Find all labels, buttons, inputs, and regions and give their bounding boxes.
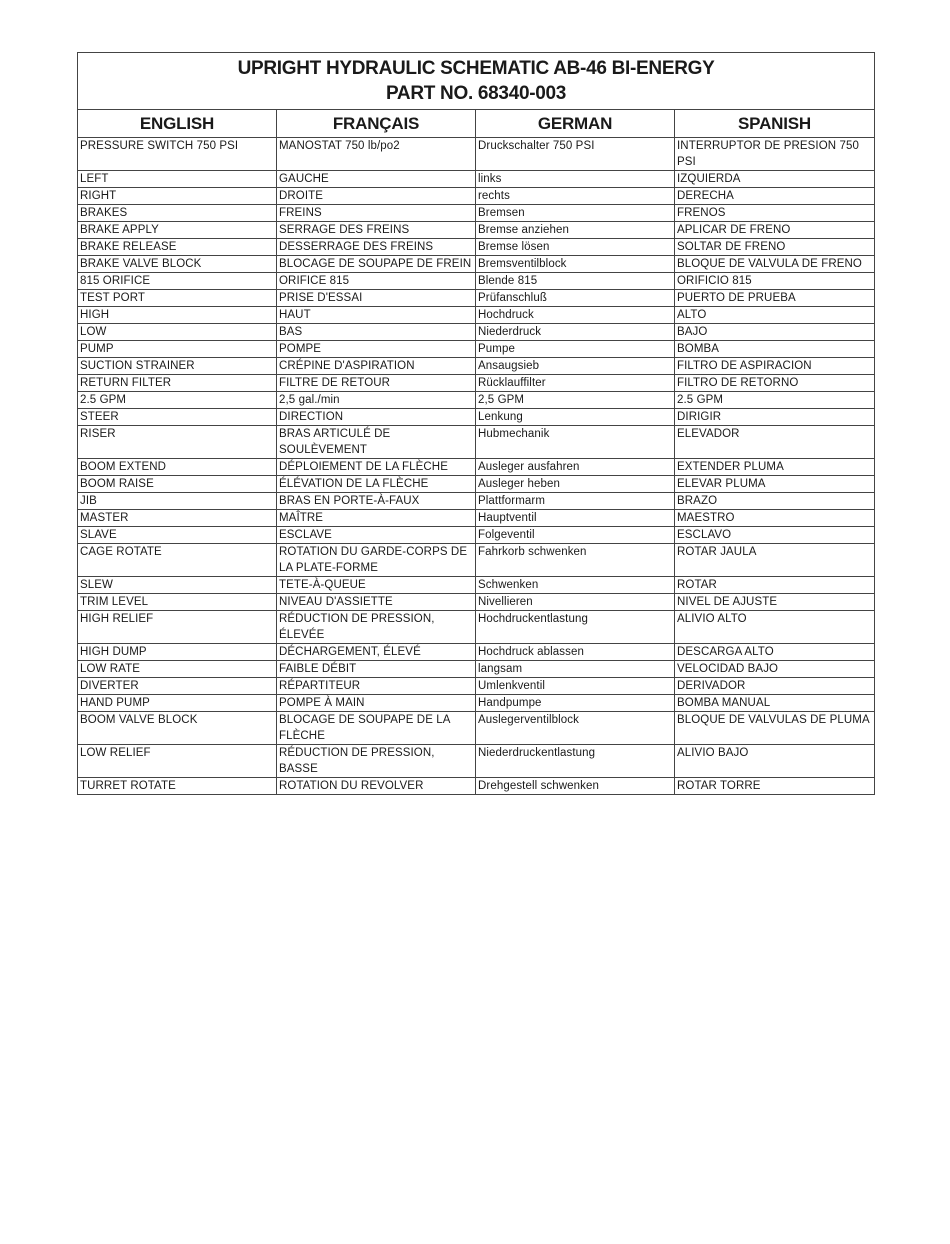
- cell-english: CAGE ROTATE: [78, 544, 277, 577]
- cell-english: SLEW: [78, 577, 277, 594]
- cell-english: BRAKE RELEASE: [78, 239, 277, 256]
- table-row: [78, 644, 875, 661]
- table-row: [78, 205, 875, 222]
- table-row: [78, 577, 875, 594]
- cell-english: PRESSURE SWITCH 750 PSI: [78, 138, 277, 171]
- column-header-spanish: SPANISH: [675, 110, 875, 138]
- cell-english: BRAKE APPLY: [78, 222, 277, 239]
- cell-francais: HAUT: [277, 307, 476, 324]
- cell-spanish: PUERTO DE PRUEBA: [675, 290, 875, 307]
- table-row: [78, 745, 875, 778]
- cell-francais: BLOCAGE DE SOUPAPE DE FREIN: [277, 256, 476, 273]
- cell-german: Umlenkventil: [476, 678, 675, 695]
- cell-spanish: 2.5 GPM: [675, 392, 875, 409]
- cell-francais: POMPE À MAIN: [277, 695, 476, 712]
- cell-english: HIGH: [78, 307, 277, 324]
- cell-spanish: BLOQUE DE VALVULA DE FRENO: [675, 256, 875, 273]
- cell-german: Hochdruck: [476, 307, 675, 324]
- table-row: [78, 324, 875, 341]
- table-row: [78, 256, 875, 273]
- cell-german: Handpumpe: [476, 695, 675, 712]
- cell-spanish: INTERRUPTOR DE PRESION 750 PSI: [675, 138, 875, 171]
- cell-spanish: DERECHA: [675, 188, 875, 205]
- cell-german: Rücklauffilter: [476, 375, 675, 392]
- table-row: [78, 138, 875, 171]
- cell-francais: GAUCHE: [277, 171, 476, 188]
- cell-german: Blende 815: [476, 273, 675, 290]
- cell-spanish: ORIFICIO 815: [675, 273, 875, 290]
- cell-francais: MANOSTAT 750 lb/po2: [277, 138, 476, 171]
- cell-english: TURRET ROTATE: [78, 778, 277, 795]
- table-row: [78, 426, 875, 459]
- cell-spanish: ALIVIO BAJO: [675, 745, 875, 778]
- cell-english: LOW RATE: [78, 661, 277, 678]
- cell-english: LEFT: [78, 171, 277, 188]
- cell-german: Drehgestell schwenken: [476, 778, 675, 795]
- cell-german: Lenkung: [476, 409, 675, 426]
- title-line-2: PART NO. 68340-003: [385, 83, 567, 104]
- cell-spanish: DESCARGA ALTO: [675, 644, 875, 661]
- translation-table: [77, 52, 875, 795]
- cell-english: BOOM VALVE BLOCK: [78, 712, 277, 745]
- cell-german: Prüfanschluß: [476, 290, 675, 307]
- cell-english: BOOM RAISE: [78, 476, 277, 493]
- cell-spanish: SOLTAR DE FRENO: [675, 239, 875, 256]
- cell-english: RISER: [78, 426, 277, 459]
- column-header-row: [78, 110, 875, 138]
- cell-german: links: [476, 171, 675, 188]
- cell-english: JIB: [78, 493, 277, 510]
- cell-german: langsam: [476, 661, 675, 678]
- cell-francais: POMPE: [277, 341, 476, 358]
- table-row: [78, 476, 875, 493]
- cell-francais: DIRECTION: [277, 409, 476, 426]
- cell-spanish: DERIVADOR: [675, 678, 875, 695]
- cell-german: Plattformarm: [476, 493, 675, 510]
- table-row: [78, 392, 875, 409]
- table-row: [78, 712, 875, 745]
- cell-francais: DÉPLOIEMENT DE LA FLÈCHE: [277, 459, 476, 476]
- cell-francais: FREINS: [277, 205, 476, 222]
- cell-german: Schwenken: [476, 577, 675, 594]
- table-row: [78, 358, 875, 375]
- cell-english: HAND PUMP: [78, 695, 277, 712]
- cell-spanish: ALIVIO ALTO: [675, 611, 875, 644]
- cell-english: TEST PORT: [78, 290, 277, 307]
- table-row: [78, 273, 875, 290]
- cell-english: RIGHT: [78, 188, 277, 205]
- cell-spanish: ROTAR TORRE: [675, 778, 875, 795]
- title-row: [78, 53, 875, 110]
- cell-francais: SERRAGE DES FREINS: [277, 222, 476, 239]
- cell-english: LOW RELIEF: [78, 745, 277, 778]
- cell-francais: RÉPARTITEUR: [277, 678, 476, 695]
- cell-german: Hochdruckentlastung: [476, 611, 675, 644]
- cell-english: 815 ORIFICE: [78, 273, 277, 290]
- cell-german: Hochdruck ablassen: [476, 644, 675, 661]
- cell-francais: CRÉPINE D'ASPIRATION: [277, 358, 476, 375]
- cell-english: 2.5 GPM: [78, 392, 277, 409]
- cell-german: Hubmechanik: [476, 426, 675, 459]
- cell-francais: DESSERRAGE DES FREINS: [277, 239, 476, 256]
- cell-english: STEER: [78, 409, 277, 426]
- cell-german: 2,5 GPM: [476, 392, 675, 409]
- table-row: [78, 778, 875, 795]
- cell-german: Bremsventilblock: [476, 256, 675, 273]
- cell-francais: BRAS ARTICULÉ DE SOULÈVEMENT: [277, 426, 476, 459]
- cell-english: BRAKES: [78, 205, 277, 222]
- cell-german: Bremsen: [476, 205, 675, 222]
- column-header-francais: FRANÇAIS: [277, 110, 476, 138]
- cell-german: rechts: [476, 188, 675, 205]
- cell-spanish: FILTRO DE ASPIRACION: [675, 358, 875, 375]
- cell-francais: MAÎTRE: [277, 510, 476, 527]
- column-header-english: ENGLISH: [78, 110, 277, 138]
- table-row: [78, 239, 875, 256]
- cell-spanish: APLICAR DE FRENO: [675, 222, 875, 239]
- cell-spanish: FRENOS: [675, 205, 875, 222]
- cell-francais: NIVEAU D'ASSIETTE: [277, 594, 476, 611]
- cell-spanish: MAESTRO: [675, 510, 875, 527]
- cell-german: Ansaugsieb: [476, 358, 675, 375]
- cell-francais: FAIBLE DÉBIT: [277, 661, 476, 678]
- column-header-german: GERMAN: [476, 110, 675, 138]
- cell-francais: BAS: [277, 324, 476, 341]
- cell-german: Bremse lösen: [476, 239, 675, 256]
- table-row: [78, 493, 875, 510]
- table-row: [78, 307, 875, 324]
- table-row: [78, 678, 875, 695]
- cell-english: PUMP: [78, 341, 277, 358]
- cell-francais: DROITE: [277, 188, 476, 205]
- cell-francais: ROTATION DU REVOLVER: [277, 778, 476, 795]
- cell-english: DIVERTER: [78, 678, 277, 695]
- table-row: [78, 661, 875, 678]
- table-row: [78, 171, 875, 188]
- table-row: [78, 188, 875, 205]
- cell-francais: ROTATION DU GARDE-CORPS DE LA PLATE-FORME: [277, 544, 476, 577]
- cell-francais: FILTRE DE RETOUR: [277, 375, 476, 392]
- cell-francais: ORIFICE 815: [277, 273, 476, 290]
- cell-english: SLAVE: [78, 527, 277, 544]
- table-row: [78, 527, 875, 544]
- cell-francais: ESCLAVE: [277, 527, 476, 544]
- cell-spanish: ESCLAVO: [675, 527, 875, 544]
- title-line-1: UPRIGHT HYDRAULIC SCHEMATIC AB-46 BI-ENERGY: [237, 58, 715, 79]
- cell-german: Hauptventil: [476, 510, 675, 527]
- document-title: [78, 53, 875, 110]
- cell-english: HIGH DUMP: [78, 644, 277, 661]
- table-row: [78, 594, 875, 611]
- table-row: [78, 611, 875, 644]
- cell-english: SUCTION STRAINER: [78, 358, 277, 375]
- table-row: [78, 290, 875, 307]
- cell-francais: PRISE D'ESSAI: [277, 290, 476, 307]
- cell-francais: DÉCHARGEMENT, ÉLEVÉ: [277, 644, 476, 661]
- cell-spanish: ALTO: [675, 307, 875, 324]
- cell-francais: BLOCAGE DE SOUPAPE DE LA FLÈCHE: [277, 712, 476, 745]
- table-row: [78, 695, 875, 712]
- cell-german: Niederdruckentlastung: [476, 745, 675, 778]
- cell-english: BOOM EXTEND: [78, 459, 277, 476]
- cell-english: BRAKE VALVE BLOCK: [78, 256, 277, 273]
- cell-spanish: ELEVADOR: [675, 426, 875, 459]
- cell-german: Bremse anziehen: [476, 222, 675, 239]
- cell-francais: RÉDUCTION DE PRESSION, ÉLEVÉE: [277, 611, 476, 644]
- cell-german: Ausleger ausfahren: [476, 459, 675, 476]
- cell-spanish: BLOQUE DE VALVULAS DE PLUMA: [675, 712, 875, 745]
- cell-spanish: DIRIGIR: [675, 409, 875, 426]
- cell-german: Auslegerventilblock: [476, 712, 675, 745]
- cell-francais: ÉLÉVATION DE LA FLÈCHE: [277, 476, 476, 493]
- cell-english: MASTER: [78, 510, 277, 527]
- cell-german: Druckschalter 750 PSI: [476, 138, 675, 171]
- cell-spanish: BAJO: [675, 324, 875, 341]
- cell-spanish: BOMBA MANUAL: [675, 695, 875, 712]
- cell-spanish: BOMBA: [675, 341, 875, 358]
- cell-spanish: ROTAR JAULA: [675, 544, 875, 577]
- cell-francais: 2,5 gal./min: [277, 392, 476, 409]
- cell-spanish: ELEVAR PLUMA: [675, 476, 875, 493]
- cell-spanish: NIVEL DE AJUSTE: [675, 594, 875, 611]
- table-row: [78, 409, 875, 426]
- cell-francais: TETE-À-QUEUE: [277, 577, 476, 594]
- cell-spanish: FILTRO DE RETORNO: [675, 375, 875, 392]
- table-body: [78, 138, 875, 795]
- cell-german: Fahrkorb schwenken: [476, 544, 675, 577]
- table-row: [78, 510, 875, 527]
- cell-spanish: BRAZO: [675, 493, 875, 510]
- table-row: [78, 544, 875, 577]
- cell-german: Folgeventil: [476, 527, 675, 544]
- cell-german: Niederdruck: [476, 324, 675, 341]
- cell-spanish: EXTENDER PLUMA: [675, 459, 875, 476]
- cell-english: RETURN FILTER: [78, 375, 277, 392]
- cell-english: TRIM LEVEL: [78, 594, 277, 611]
- table-row: [78, 375, 875, 392]
- cell-german: Ausleger heben: [476, 476, 675, 493]
- cell-spanish: ROTAR: [675, 577, 875, 594]
- cell-german: Nivellieren: [476, 594, 675, 611]
- cell-francais: RÉDUCTION DE PRESSION, BASSE: [277, 745, 476, 778]
- cell-spanish: VELOCIDAD BAJO: [675, 661, 875, 678]
- cell-francais: BRAS EN PORTE-À-FAUX: [277, 493, 476, 510]
- table-row: [78, 341, 875, 358]
- cell-english: HIGH RELIEF: [78, 611, 277, 644]
- table-row: [78, 459, 875, 476]
- cell-spanish: IZQUIERDA: [675, 171, 875, 188]
- table-row: [78, 222, 875, 239]
- cell-german: Pumpe: [476, 341, 675, 358]
- cell-english: LOW: [78, 324, 277, 341]
